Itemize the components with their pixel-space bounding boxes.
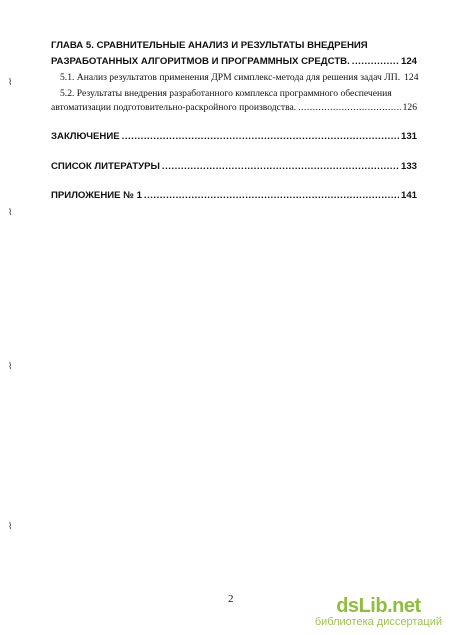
scan-mark: ⌇ bbox=[8, 208, 13, 218]
references-page: 133 bbox=[400, 161, 417, 172]
scan-mark: ⌇ bbox=[8, 78, 13, 88]
watermark-subtitle: библиотека диссертаций bbox=[314, 616, 442, 628]
page-number: 2 bbox=[228, 593, 234, 605]
watermark-logo-ds: ds bbox=[336, 595, 359, 617]
appendix-title: ПРИЛОЖЕНИЕ № 1 bbox=[51, 190, 142, 201]
dot-leader bbox=[162, 161, 399, 172]
conclusion-title: ЗАКЛЮЧЕНИЕ bbox=[51, 131, 120, 142]
dot-leader bbox=[352, 56, 399, 67]
references-title: СПИСОК ЛИТЕРАТУРЫ bbox=[51, 161, 160, 172]
toc-entry-section-5-2 bbox=[51, 102, 417, 113]
dot-leader bbox=[144, 190, 399, 201]
watermark-logo-net: .net bbox=[387, 595, 421, 617]
conclusion-page: 131 bbox=[400, 131, 417, 142]
section-5-2-title-line2: автоматизации подготовительно-раскройного производства. bbox=[51, 102, 297, 113]
section-5-2-page: 126 bbox=[402, 102, 417, 113]
toc-entry-section-5-1 bbox=[60, 72, 417, 83]
toc-entry-conclusion bbox=[51, 131, 417, 142]
section-5-1-title: 5.1. Анализ результатов применения ДРМ симплекс-метода для решения задач ЛП. bbox=[60, 72, 401, 83]
dot-leader bbox=[122, 131, 399, 142]
dot-leader bbox=[298, 102, 400, 113]
scan-mark: ⌇ bbox=[8, 522, 13, 532]
toc-entry-references bbox=[51, 161, 417, 172]
section-5-2-title-line1: 5.2. Результаты внедрения разработанного комплекса программного обеспечения bbox=[60, 88, 392, 99]
appendix-page: 141 bbox=[400, 190, 417, 201]
chapter5-page: 124 bbox=[400, 56, 417, 67]
scan-mark: ⌇ bbox=[8, 362, 13, 372]
section-5-1-page: 124 bbox=[404, 72, 419, 83]
toc-entry-chapter5 bbox=[51, 56, 417, 67]
watermark-logo-lib: Lib bbox=[358, 595, 388, 617]
toc-entry-appendix bbox=[51, 190, 417, 201]
chapter5-title-line1: ГЛАВА 5. СРАВНИТЕЛЬНЫЕ АНАЛИЗ И РЕЗУЛЬТАТЫ ВНЕДРЕНИЯ bbox=[51, 40, 368, 51]
watermark bbox=[315, 596, 442, 629]
chapter5-title-line2: РАЗРАБОТАННЫХ АЛГОРИТМОВ И ПРОГРАММНЫХ СРЕДСТВ. bbox=[51, 56, 350, 67]
watermark-logo bbox=[315, 596, 442, 616]
